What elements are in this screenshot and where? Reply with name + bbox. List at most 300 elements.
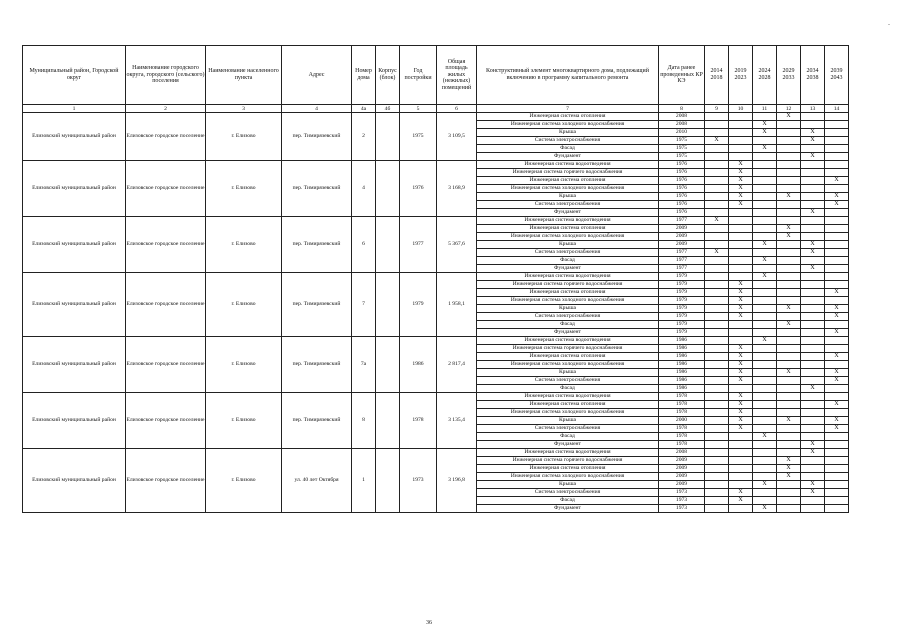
period-mark-cell [825, 465, 849, 473]
element-cell: Инженерная система отопления [477, 177, 659, 185]
period-mark-cell [729, 505, 753, 513]
column-number: 4а [352, 105, 376, 113]
period-mark-cell [729, 265, 753, 273]
last-repair-date-cell: 1976 [659, 201, 705, 209]
header-year-built: Год постройки [400, 46, 437, 105]
year-built-cell: 1976 [400, 161, 437, 217]
house-number-cell: 1 [352, 449, 376, 513]
last-repair-date-cell: 1978 [659, 409, 705, 417]
table-body [23, 113, 849, 513]
period-mark-cell [753, 449, 777, 457]
element-cell: Инженерная система горячего водоснабжения [477, 345, 659, 353]
period-mark-cell [777, 329, 801, 337]
period-mark-cell [801, 169, 825, 177]
last-repair-date-cell: 1979 [659, 289, 705, 297]
last-repair-date-cell: 1977 [659, 249, 705, 257]
settlement-cell: Елизовское городское поселение [126, 273, 206, 337]
block-cell [376, 113, 400, 161]
last-repair-date-cell: 1977 [659, 217, 705, 225]
period-mark-cell [777, 273, 801, 281]
period-mark-cell: X [825, 353, 849, 361]
period-mark-cell [753, 361, 777, 369]
period-mark-cell [753, 425, 777, 433]
last-repair-date-cell: 1986 [659, 361, 705, 369]
period-mark-cell: X [729, 289, 753, 297]
element-cell: Инженерная система отопления [477, 401, 659, 409]
period-mark-cell [729, 233, 753, 241]
period-mark-cell [777, 353, 801, 361]
last-repair-date-cell: 1979 [659, 305, 705, 313]
municipal-cell: Елизовский муниципальный район [23, 337, 126, 393]
period-mark-cell [825, 433, 849, 441]
period-mark-cell [801, 257, 825, 265]
locality-cell: г. Елизово [206, 393, 282, 449]
period-mark-cell [801, 345, 825, 353]
settlement-cell: Елизовское городское поселение [126, 393, 206, 449]
last-repair-date-cell: 2008 [659, 449, 705, 457]
header-period: 2019 2023 [729, 46, 753, 105]
last-repair-date-cell: 1979 [659, 321, 705, 329]
header-address: Адрес [282, 46, 352, 105]
period-mark-cell [777, 433, 801, 441]
period-mark-cell: X [801, 265, 825, 273]
last-repair-date-cell: 2000 [659, 417, 705, 425]
period-mark-cell: X [729, 361, 753, 369]
last-repair-date-cell: 1979 [659, 281, 705, 289]
last-repair-date-cell: 2009 [659, 465, 705, 473]
element-cell: Инженерная система горячего водоснабжения [477, 169, 659, 177]
period-mark-cell [753, 265, 777, 273]
period-mark-cell [825, 169, 849, 177]
year-built-cell: 1979 [400, 273, 437, 337]
period-mark-cell [705, 465, 729, 473]
period-mark-cell [753, 281, 777, 289]
column-number-row [23, 105, 849, 113]
element-cell: Инженерная система холодного водоснабжения [477, 121, 659, 129]
period-mark-cell [777, 401, 801, 409]
period-mark-cell: X [825, 289, 849, 297]
address-cell: пер. Тимирязевский [282, 337, 352, 393]
period-mark-cell: X [801, 137, 825, 145]
period-mark-cell [801, 145, 825, 153]
period-mark-cell [801, 417, 825, 425]
last-repair-date-cell: 1973 [659, 497, 705, 505]
period-mark-cell [753, 185, 777, 193]
period-mark-cell [729, 337, 753, 345]
period-mark-cell: X [729, 169, 753, 177]
period-mark-cell: X [777, 193, 801, 201]
period-mark-cell [801, 297, 825, 305]
period-mark-cell [705, 489, 729, 497]
period-mark-cell [825, 441, 849, 449]
locality-cell: г. Елизово [206, 337, 282, 393]
period-mark-cell [777, 265, 801, 273]
element-cell: Фасад [477, 433, 659, 441]
element-cell: Инженерная система водоотведения [477, 449, 659, 457]
element-cell: Крыша [477, 193, 659, 201]
element-cell: Крыша [477, 241, 659, 249]
period-mark-cell: X [777, 321, 801, 329]
period-mark-cell [753, 441, 777, 449]
period-mark-cell: X [729, 353, 753, 361]
element-cell: Система электроснабжения [477, 137, 659, 145]
last-repair-date-cell: 1986 [659, 385, 705, 393]
period-mark-cell: X [825, 193, 849, 201]
period-mark-cell [705, 289, 729, 297]
column-number: 9 [705, 105, 729, 113]
block-cell [376, 393, 400, 449]
locality-cell: г. Елизово [206, 217, 282, 273]
period-mark-cell [753, 417, 777, 425]
period-mark-cell [705, 177, 729, 185]
element-cell: Фундамент [477, 209, 659, 217]
last-repair-date-cell: 1979 [659, 297, 705, 305]
period-mark-cell [753, 169, 777, 177]
area-cell: 3 168,9 [437, 161, 477, 217]
last-repair-date-cell: 1979 [659, 313, 705, 321]
last-repair-date-cell: 1973 [659, 489, 705, 497]
period-mark-cell [729, 137, 753, 145]
period-mark-cell [753, 297, 777, 305]
locality-cell: г. Елизово [206, 449, 282, 513]
period-mark-cell [753, 489, 777, 497]
locality-cell: г. Елизово [206, 273, 282, 337]
period-mark-cell [753, 393, 777, 401]
period-mark-cell [801, 121, 825, 129]
period-mark-cell [825, 257, 849, 265]
year-built-cell: 1977 [400, 217, 437, 273]
period-mark-cell [753, 497, 777, 505]
period-mark-cell [753, 177, 777, 185]
period-mark-cell: X [825, 305, 849, 313]
column-number: 2 [126, 105, 206, 113]
block-cell [376, 337, 400, 393]
period-mark-cell [705, 305, 729, 313]
period-mark-cell [753, 409, 777, 417]
period-mark-cell: X [729, 201, 753, 209]
element-cell: Фундамент [477, 441, 659, 449]
period-mark-cell [801, 473, 825, 481]
period-mark-cell [825, 337, 849, 345]
element-cell: Крыша [477, 305, 659, 313]
element-cell: Инженерная система холодного водоснабжения [477, 233, 659, 241]
element-cell: Фундамент [477, 153, 659, 161]
column-number: 12 [777, 105, 801, 113]
period-mark-cell [777, 129, 801, 137]
period-mark-cell: X [705, 249, 729, 257]
period-mark-cell [753, 353, 777, 361]
element-cell: Крыша [477, 417, 659, 425]
address-cell: пер. Тимирязевский [282, 273, 352, 337]
period-mark-cell: X [729, 193, 753, 201]
period-mark-cell [705, 321, 729, 329]
period-mark-cell [705, 185, 729, 193]
period-mark-cell [729, 209, 753, 217]
period-mark-cell [705, 153, 729, 161]
period-mark-cell [705, 273, 729, 281]
column-number: 8 [659, 105, 705, 113]
table-row [23, 113, 849, 121]
period-mark-cell [753, 193, 777, 201]
period-mark-cell [729, 225, 753, 233]
period-mark-cell [801, 289, 825, 297]
last-repair-date-cell: 1978 [659, 425, 705, 433]
period-mark-cell [777, 289, 801, 297]
period-mark-cell [705, 425, 729, 433]
last-repair-date-cell: 1986 [659, 369, 705, 377]
period-mark-cell: X [825, 177, 849, 185]
period-mark-cell: X [705, 137, 729, 145]
column-number: 7 [477, 105, 659, 113]
element-cell: Инженерная система водоотведения [477, 273, 659, 281]
period-mark-cell [729, 257, 753, 265]
period-mark-cell [705, 353, 729, 361]
column-number: 5 [400, 105, 437, 113]
period-mark-cell: X [801, 209, 825, 217]
period-mark-cell [753, 329, 777, 337]
period-mark-cell [753, 369, 777, 377]
period-mark-cell [753, 305, 777, 313]
period-mark-cell [777, 425, 801, 433]
period-mark-cell [753, 321, 777, 329]
element-cell: Инженерная система отопления [477, 353, 659, 361]
last-repair-date-cell: 1986 [659, 345, 705, 353]
period-mark-cell [777, 393, 801, 401]
municipal-cell: Елизовский муниципальный район [23, 113, 126, 161]
period-mark-cell [801, 361, 825, 369]
period-mark-cell [729, 449, 753, 457]
period-mark-cell [705, 481, 729, 489]
period-mark-cell [705, 281, 729, 289]
house-number-cell: 6 [352, 217, 376, 273]
header-house-no: Номер дома [352, 46, 376, 105]
period-mark-cell: X [777, 457, 801, 465]
period-mark-cell [705, 329, 729, 337]
last-repair-date-cell: 1976 [659, 169, 705, 177]
municipal-cell: Елизовский муниципальный район [23, 273, 126, 337]
period-mark-cell [825, 273, 849, 281]
period-mark-cell: X [753, 505, 777, 513]
period-mark-cell [801, 233, 825, 241]
last-repair-date-cell: 1976 [659, 185, 705, 193]
period-mark-cell [705, 409, 729, 417]
period-mark-cell [801, 177, 825, 185]
element-cell: Инженерная система отопления [477, 289, 659, 297]
column-number: 1 [23, 105, 126, 113]
period-mark-cell [825, 481, 849, 489]
period-mark-cell [825, 297, 849, 305]
element-cell: Фасад [477, 257, 659, 265]
area-cell: 2 817,4 [437, 337, 477, 393]
period-mark-cell: X [753, 481, 777, 489]
period-mark-cell [753, 233, 777, 241]
element-cell: Инженерная система водоотведения [477, 393, 659, 401]
period-mark-cell [705, 393, 729, 401]
period-mark-cell [729, 121, 753, 129]
header-last-repair: Дата ранее проведенных КР КЭ [659, 46, 705, 105]
period-mark-cell [729, 329, 753, 337]
period-mark-cell: X [729, 417, 753, 425]
period-mark-cell [825, 361, 849, 369]
settlement-cell: Елизовское городское поселение [126, 449, 206, 513]
period-mark-cell [801, 425, 825, 433]
year-built-cell: 1973 [400, 449, 437, 513]
area-cell: 3 135,4 [437, 393, 477, 449]
period-mark-cell [753, 377, 777, 385]
period-mark-cell: X [801, 449, 825, 457]
period-mark-cell [705, 497, 729, 505]
period-mark-cell: X [825, 377, 849, 385]
period-mark-cell: X [825, 425, 849, 433]
period-mark-cell: X [753, 433, 777, 441]
period-mark-cell [705, 417, 729, 425]
period-mark-cell [753, 401, 777, 409]
element-cell: Инженерная система горячего водоснабжения [477, 281, 659, 289]
last-repair-date-cell: 1979 [659, 273, 705, 281]
address-cell: ул. 40 лет Октября [282, 449, 352, 513]
header-municipal: Муниципальный район, Городской округ [23, 46, 126, 105]
period-mark-cell: X [777, 369, 801, 377]
period-mark-cell: X [729, 425, 753, 433]
period-mark-cell [705, 169, 729, 177]
element-cell: Крыша [477, 481, 659, 489]
period-mark-cell [777, 345, 801, 353]
period-mark-cell [777, 137, 801, 145]
period-mark-cell [705, 441, 729, 449]
period-mark-cell [753, 225, 777, 233]
settlement-cell: Елизовское городское поселение [126, 161, 206, 217]
period-mark-cell: X [801, 241, 825, 249]
element-cell: Система электроснабжения [477, 377, 659, 385]
locality-cell: г. Елизово [206, 161, 282, 217]
period-mark-cell [777, 497, 801, 505]
period-mark-cell [801, 185, 825, 193]
locality-cell: г. Елизово [206, 113, 282, 161]
period-mark-cell [777, 177, 801, 185]
last-repair-date-cell: 1973 [659, 505, 705, 513]
period-mark-cell [801, 433, 825, 441]
period-mark-cell [825, 473, 849, 481]
element-cell: Фундамент [477, 329, 659, 337]
period-mark-cell [777, 385, 801, 393]
period-mark-cell [801, 409, 825, 417]
period-mark-cell [801, 377, 825, 385]
area-cell: 1 958,1 [437, 273, 477, 337]
period-mark-cell [825, 233, 849, 241]
period-mark-cell [825, 497, 849, 505]
element-cell: Инженерная система отопления [477, 113, 659, 121]
period-mark-cell [753, 289, 777, 297]
element-cell: Система электроснабжения [477, 249, 659, 257]
period-mark-cell [729, 241, 753, 249]
table-row [23, 273, 849, 281]
area-cell: 3 196,8 [437, 449, 477, 513]
element-cell: Фасад [477, 321, 659, 329]
period-mark-cell [825, 489, 849, 497]
year-built-cell: 1975 [400, 113, 437, 161]
period-mark-cell [753, 137, 777, 145]
period-mark-cell [729, 273, 753, 281]
header-period: 2014 2018 [705, 46, 729, 105]
period-mark-cell [753, 465, 777, 473]
period-mark-cell: X [729, 497, 753, 505]
period-mark-cell [705, 129, 729, 137]
header-locality: Наименование населенного пункта [206, 46, 282, 105]
last-repair-date-cell: 1986 [659, 377, 705, 385]
block-cell [376, 273, 400, 337]
municipal-cell: Елизовский муниципальный район [23, 393, 126, 449]
table-row [23, 217, 849, 225]
period-mark-cell [753, 113, 777, 121]
last-repair-date-cell: 1977 [659, 265, 705, 273]
period-mark-cell [777, 441, 801, 449]
column-number: 10 [729, 105, 753, 113]
period-mark-cell [729, 473, 753, 481]
period-mark-cell [801, 113, 825, 121]
period-mark-cell: X [729, 185, 753, 193]
period-mark-cell [801, 393, 825, 401]
period-mark-cell [801, 305, 825, 313]
period-mark-cell [777, 377, 801, 385]
period-mark-cell: X [729, 313, 753, 321]
period-mark-cell [705, 257, 729, 265]
period-mark-cell [705, 401, 729, 409]
period-mark-cell: X [753, 257, 777, 265]
period-mark-cell [753, 209, 777, 217]
period-mark-cell: X [801, 441, 825, 449]
period-mark-cell [825, 225, 849, 233]
period-mark-cell [753, 201, 777, 209]
period-mark-cell [777, 209, 801, 217]
last-repair-date-cell: 1979 [659, 329, 705, 337]
element-cell: Инженерная система отопления [477, 225, 659, 233]
period-mark-cell [705, 225, 729, 233]
element-cell: Инженерная система водоотведения [477, 217, 659, 225]
period-mark-cell [753, 153, 777, 161]
house-number-cell: 2 [352, 113, 376, 161]
period-mark-cell [825, 217, 849, 225]
period-mark-cell: X [777, 473, 801, 481]
period-mark-cell [825, 137, 849, 145]
period-mark-cell [729, 385, 753, 393]
last-repair-date-cell: 2008 [659, 113, 705, 121]
period-mark-cell [825, 457, 849, 465]
period-mark-cell [705, 337, 729, 345]
period-mark-cell: X [753, 121, 777, 129]
period-mark-cell [753, 473, 777, 481]
period-mark-cell [753, 217, 777, 225]
address-cell: пер. Тимирязевский [282, 113, 352, 161]
settlement-cell: Елизовское городское поселение [126, 337, 206, 393]
column-number: 4б [376, 105, 400, 113]
header-period: 2034 2038 [801, 46, 825, 105]
element-cell: Фасад [477, 145, 659, 153]
element-cell: Инженерная система водоотведения [477, 161, 659, 169]
period-mark-cell [801, 193, 825, 201]
period-mark-cell [801, 201, 825, 209]
page-number: 36 [426, 620, 432, 626]
corner-mark: - [888, 22, 890, 28]
last-repair-date-cell: 2009 [659, 473, 705, 481]
last-repair-date-cell: 1978 [659, 393, 705, 401]
period-mark-cell: X [729, 297, 753, 305]
element-cell: Инженерная система холодного водоснабжения [477, 185, 659, 193]
period-mark-cell [777, 153, 801, 161]
block-cell [376, 161, 400, 217]
house-number-cell: 4 [352, 161, 376, 217]
period-mark-cell [729, 441, 753, 449]
block-cell [376, 217, 400, 273]
